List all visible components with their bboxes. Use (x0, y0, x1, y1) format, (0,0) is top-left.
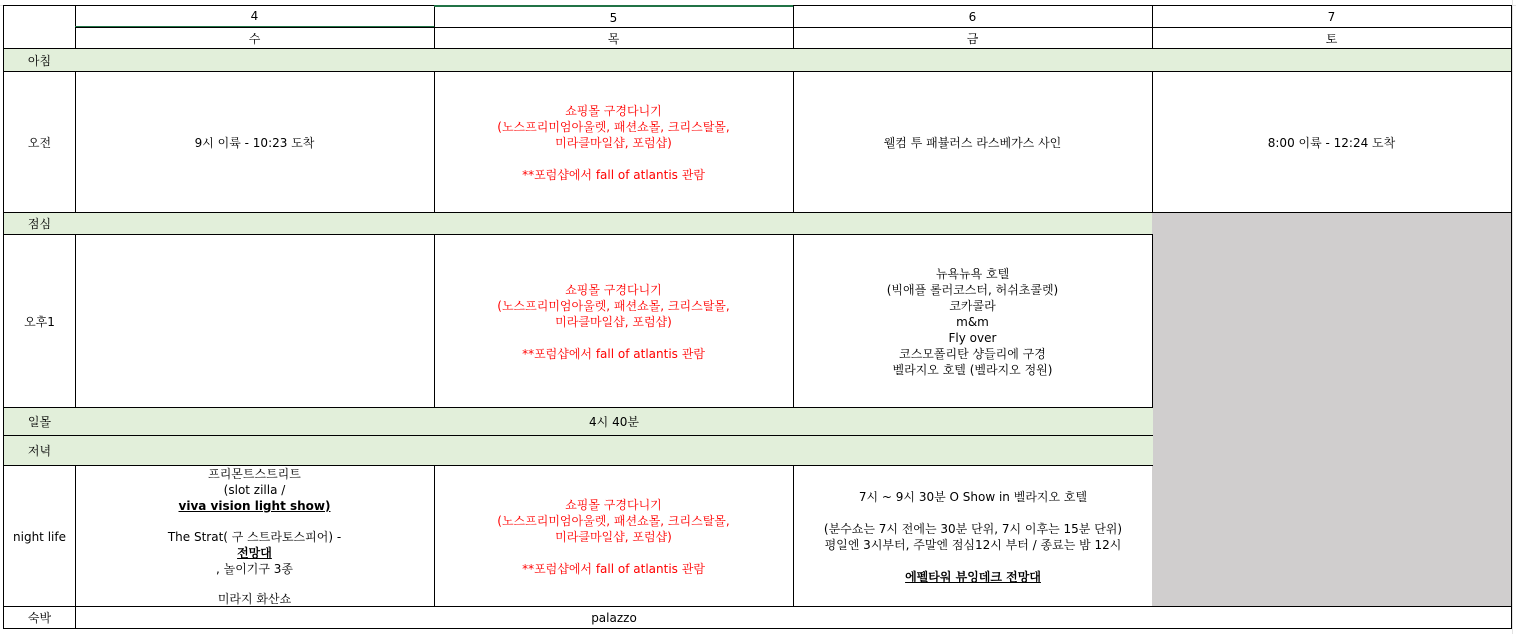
nightlife-cell-wed[interactable] (75, 465, 435, 607)
cell-text: 뉴욕뉴욕 호텔 (935, 266, 1010, 281)
weekday-cell[interactable] (75, 27, 435, 49)
weekday: 목 (607, 31, 620, 46)
cell-text: 쇼핑몰 구경다니기 (565, 103, 662, 118)
afternoon-cell-fri[interactable] (793, 234, 1153, 408)
afternoon-cell-wed[interactable] (75, 234, 435, 408)
day-number-cell[interactable] (1152, 5, 1512, 28)
lodging-cell-sat[interactable] (1152, 606, 1512, 629)
cell-text: , 놀이기구 3종 (215, 561, 294, 576)
cell-text: (노스프리미엄아울렛, 패션쇼몰, 크리스탈몰, (497, 119, 730, 134)
cell-text: (분수쇼는 7시 전에는 30분 단위, 7시 이후는 15분 단위) (823, 521, 1123, 536)
sunset-merged-cell[interactable] (75, 407, 1153, 436)
cell-text: Fly over (948, 330, 997, 345)
forenoon-cell-wed[interactable] (75, 71, 435, 213)
cell-text: 4시 40분 (589, 415, 639, 429)
cell-text: 프리몬트스트리트 (208, 467, 301, 481)
row-label: 일몰 (27, 415, 52, 429)
morning-cell-thu[interactable] (434, 48, 794, 72)
cell-text: **포럼샵에서 fall of atlantis 관람 (522, 346, 705, 361)
cell-text: 벨라지오 호텔 (벨라지오 정원) (892, 362, 1053, 377)
lodging-merged-cell[interactable] (75, 606, 1153, 629)
row-label: 숙박 (27, 610, 52, 625)
row-label-dinner[interactable] (3, 435, 76, 466)
weekday: 토 (1325, 31, 1338, 46)
row-label: night life (13, 529, 66, 544)
cell-text: **포럼샵에서 fall of atlantis 관람 (522, 561, 705, 576)
cell-text: 평일엔 3시부터, 주말엔 점심12시 부터 / 종료는 밤 12시 (824, 537, 1122, 552)
day-number: 6 (968, 10, 977, 24)
lunch-cell-thu[interactable] (434, 212, 794, 235)
row-label-morning[interactable] (3, 48, 76, 72)
gridline (1512, 0, 1513, 634)
day-number: 5 (609, 10, 618, 25)
cell-text: 웰컴 투 패뷸러스 라스베가스 사인 (883, 135, 1062, 150)
row-label: 오후1 (24, 314, 55, 329)
row-label: 오전 (27, 135, 52, 150)
cell-text: The Strat( 구 스트라토스피어) - (167, 529, 342, 544)
cell-text: 미라클마일샵, 포럼샵) (555, 135, 672, 150)
table-border (1511, 5, 1512, 629)
cell-text: 미라클마일샵, 포럼샵) (555, 529, 672, 544)
day-number-cell[interactable] (793, 5, 1153, 28)
cell-text: 코카콜라 (949, 298, 996, 313)
cell-text: palazzo (591, 610, 637, 625)
day-number: 7 (1327, 10, 1336, 24)
cell-text: (노스프리미엄아울렛, 패션쇼몰, 크리스탈몰, (497, 513, 730, 528)
row-label-nightlife[interactable] (3, 465, 76, 607)
row-label: 저녁 (27, 444, 52, 458)
cell-text: **포럼샵에서 fall of atlantis 관람 (522, 167, 705, 182)
cell-text: 9시 이륙 - 10:23 도착 (194, 135, 315, 150)
morning-cell-fri[interactable] (793, 48, 1153, 72)
afternoon-cell-thu[interactable] (434, 234, 794, 408)
day-number-cell[interactable] (75, 5, 435, 28)
cell-text-line (179, 482, 331, 514)
morning-cell-sat[interactable] (1152, 48, 1512, 72)
forenoon-cell-sat[interactable] (1152, 71, 1512, 213)
corner-cell[interactable] (3, 5, 76, 49)
cell-text: 쇼핑몰 구경다니기 (565, 497, 662, 512)
cell-text-underlined: viva vision light show) (178, 499, 331, 513)
row-label-afternoon[interactable] (3, 234, 76, 408)
row-label-lunch[interactable] (3, 212, 76, 235)
lunch-cell-fri[interactable] (793, 212, 1153, 235)
cell-text: 미라지 화산쇼 (217, 592, 292, 606)
cell-text: m&m (956, 314, 989, 329)
nightlife-cell-fri[interactable] (793, 465, 1153, 607)
day-number: 4 (250, 9, 259, 23)
dinner-cell-thu[interactable] (434, 435, 794, 466)
cell-text-underlined: 에펠타워 뷰잉데크 전망대 (905, 569, 1041, 584)
cell-text: 코스모폴리탄 샹들리에 구경 (899, 346, 1046, 361)
cell-text-underlined: 전망대 (237, 545, 272, 560)
dinner-cell-fri[interactable] (793, 435, 1153, 466)
row-label-lodging[interactable] (3, 606, 76, 629)
cell-text: 8:00 이륙 - 12:24 도착 (1267, 135, 1396, 150)
weekday-cell[interactable] (1152, 27, 1512, 49)
cell-text: (slot zilla / (223, 483, 286, 497)
forenoon-cell-fri[interactable] (793, 71, 1153, 213)
cell-text: 쇼핑몰 구경다니기 (565, 282, 662, 297)
row-label: 점심 (27, 217, 52, 231)
dinner-cell-wed[interactable] (75, 435, 435, 466)
row-label-sunset[interactable] (3, 407, 76, 436)
cell-text: (빅애플 롤러코스터, 허쉬초콜렛) (886, 282, 1059, 297)
cell-text: 7시 ~ 9시 30분 O Show in 벨라지오 호텔 (858, 489, 1088, 504)
weekday: 수 (248, 31, 261, 46)
row-label-forenoon[interactable] (3, 71, 76, 213)
cell-text-line (168, 529, 341, 577)
forenoon-cell-thu[interactable] (434, 71, 794, 213)
cell-text: 미라클마일샵, 포럼샵) (555, 314, 672, 329)
weekday-cell[interactable] (434, 27, 794, 49)
nightlife-cell-thu[interactable] (434, 465, 794, 607)
lunch-cell-wed[interactable] (75, 212, 435, 235)
weekday: 금 (966, 31, 979, 46)
day-number-cell[interactable] (434, 5, 794, 28)
cell-text: (노스프리미엄아울렛, 패션쇼몰, 크리스탈몰, (497, 298, 730, 313)
row-label: 아침 (27, 53, 52, 68)
weekday-cell[interactable] (793, 27, 1153, 49)
morning-cell-wed[interactable] (75, 48, 435, 72)
sat-empty-block[interactable] (1152, 212, 1512, 607)
